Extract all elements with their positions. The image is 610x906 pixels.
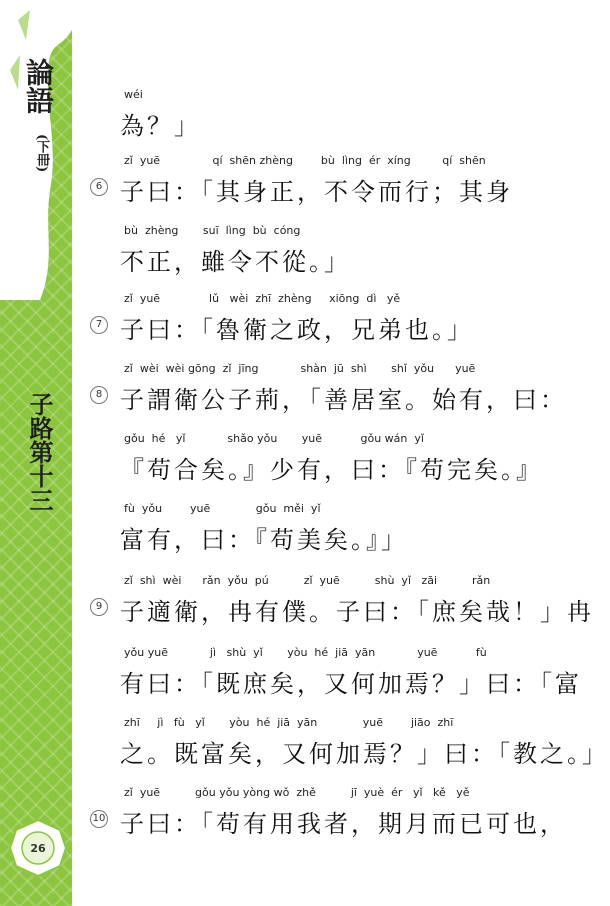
book-title: 論語 [22,58,55,114]
pinyin-line: zǐ wèi wèi gōng zǐ jīng shàn jū shì shǐ yǒu yuē [124,362,476,375]
verse-number: 7 [90,316,108,334]
pinyin-line: gǒu hé yǐ shǎo yǒu yuē gǒu wán yǐ [124,432,424,445]
hanzi-line: 子曰：「苟有用我者，期月而已可也， [120,810,567,838]
hanzi-line: 富有，曰：『苟美矣。』」 [120,526,408,554]
hanzi-line: 子曰：「魯衛之政，兄弟也。」 [120,316,474,344]
hanzi-line: 不正，雖令不從。」 [120,248,351,276]
hanzi-line: 之。既富矣，又何加焉？」曰：「教之。」 [120,740,609,768]
pinyin-line: zǐ shì wèi rǎn yǒu pú zǐ yuē shù yǐ zāi rǎn [124,574,491,587]
verse-number: 6 [90,178,108,196]
pinyin-line: zǐ yuē lǔ wèi zhī zhèng xiōng dì yě [124,292,401,305]
hanzi-line: 子謂衛公子荊，「善居室。始有，曰： [120,386,567,414]
hanzi-line: 有曰：「既庶矣，又何加焉？」曰：「富 [120,670,582,698]
verse-number: 10 [90,810,108,828]
verse-number: 9 [90,598,108,616]
book-volume: (下冊) [34,134,49,173]
hanzi-line: 子曰：「其身正，不令而行；其身 [120,178,513,206]
chapter-title: 子路第十三 [25,392,54,512]
hanzi-line: 為？」 [120,112,201,140]
verse-number: 8 [90,386,108,404]
pinyin-line: zǐ yuē gǒu yǒu yòng wǒ zhě jī yuè ér yǐ kě yě [124,786,470,799]
hanzi-line: 子適衛，冉有僕。子曰：「庶矣哉！」冉 [120,598,594,626]
pinyin-line: zhī jì fù yǐ yòu hé jiā yān yuē jiāo zhī [124,716,454,729]
pinyin-line: fù yǒu yuē gǒu měi yǐ [124,502,321,515]
hanzi-line: 『苟合矣。』少有，曰：『苟完矣。』 [120,456,543,484]
pinyin-line: zǐ yuē qí shēn zhèng bù lìng ér xíng qí shēn [124,154,486,167]
page-number: 26 [30,842,46,855]
pinyin-line: wéi [124,88,143,101]
pinyin-line: yǒu yuē jì shù yǐ yòu hé jiā yān yuē fù [124,646,487,659]
sidebar-pattern [0,0,72,906]
pinyin-line: bù zhèng suī lìng bù cóng [124,224,301,237]
